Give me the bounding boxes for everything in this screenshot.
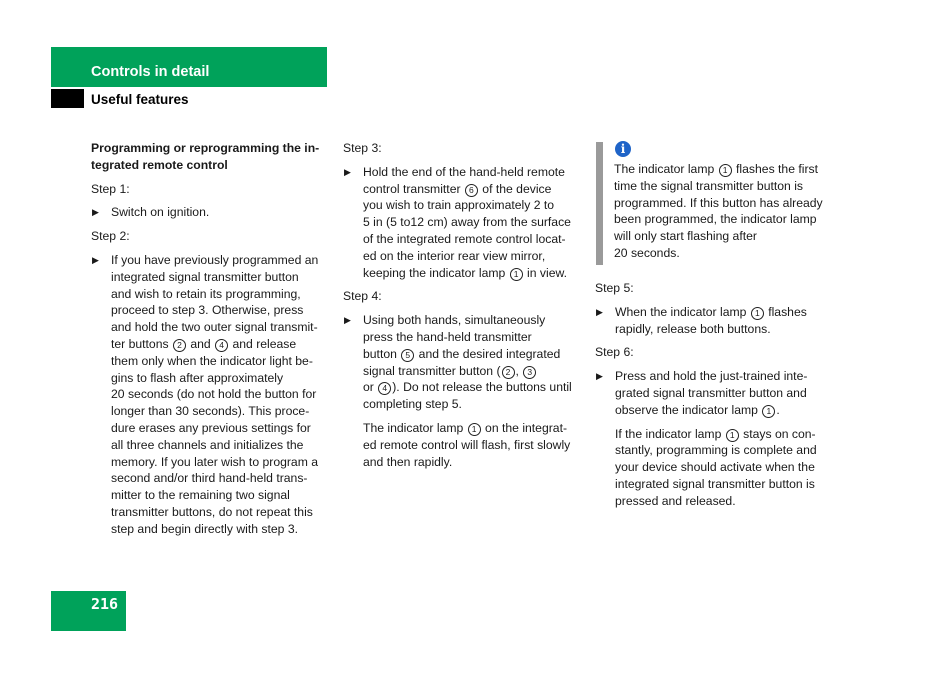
text-line: your device should activate when the (615, 460, 815, 475)
text-line: Press and hold the just-trained inte- (615, 369, 808, 384)
text-fragment: keeping the indicator lamp (363, 265, 509, 280)
text-line: rapidly, release both buttons. (615, 321, 771, 336)
text-line: ter buttons (111, 336, 172, 351)
step-label: Step 4: (343, 289, 382, 304)
text-fragment: . (776, 402, 780, 417)
callout-number: 5 (401, 349, 414, 362)
text-line: and wish to retain its programming, (111, 286, 301, 301)
text-line: ed remote control will flash, first slowly (363, 437, 571, 452)
callout-number: 2 (502, 366, 515, 379)
bullet-triangle-icon: ▶ (596, 371, 603, 382)
text-line: time the signal transmitter button is (614, 178, 803, 193)
info-icon: i (615, 141, 631, 157)
text-line: memory. If you later wish to program a (111, 454, 319, 469)
text-line: integrated signal transmitter button is (615, 476, 815, 491)
text-fragment: on the integrat- (481, 420, 568, 435)
text-line: longer than 30 seconds). This proce- (111, 404, 310, 419)
text-line: will only start flashing after (614, 229, 757, 244)
text-fragment: stays on con- (739, 426, 816, 441)
text-line: step and begin directly with step 3. (111, 521, 298, 536)
callout-number: 1 (510, 268, 523, 281)
bullet-item (343, 164, 588, 282)
text-fragment: button (363, 346, 401, 361)
text-line: and hold the two outer signal transmit- (111, 320, 318, 335)
subsection-marker (51, 89, 84, 108)
bullet-triangle-icon: ▶ (92, 254, 99, 265)
text-line: transmitter buttons, do not repeat this (111, 504, 313, 519)
text-fragment: control transmitter (363, 181, 464, 196)
info-note (614, 161, 834, 262)
text-line: second and/or third hand-held trans- (111, 471, 308, 486)
text-line: If you have previously programmed an (111, 252, 319, 267)
bullet-item (595, 368, 835, 418)
text-fragment: in view. (523, 265, 568, 280)
note-paragraph (343, 420, 588, 470)
callout-number: 4 (378, 382, 391, 395)
callout-number: 1 (762, 405, 775, 418)
bullet-triangle-icon: ▶ (344, 315, 351, 326)
callout-number: 1 (719, 164, 732, 177)
text-line: Hold the end of the hand-held remote (363, 164, 565, 179)
step-label: Step 6: (595, 345, 634, 360)
callout-number: 4 (215, 339, 228, 352)
text-line: mitter to the remaining two signal (111, 488, 290, 503)
text-line: been programmed, the indicator lamp (614, 212, 817, 227)
bullet-triangle-icon: ▶ (596, 306, 603, 317)
text-line: Using both hands, simultaneously (363, 313, 546, 328)
bullet-item (595, 304, 835, 338)
callout-number: 1 (751, 307, 764, 320)
page-number: 216 (91, 595, 119, 613)
text-fragment: flashes (764, 304, 807, 319)
step-label: Step 3: (343, 141, 382, 155)
text-line: them only when the indicator light be- (111, 353, 313, 368)
text-fragment: flashes the first (732, 162, 819, 176)
text-line: 20 seconds. (614, 245, 680, 260)
text-fragment: The indicator lamp (614, 162, 718, 176)
subsection-title: Useful features (91, 92, 189, 107)
heading-line: tegrated remote control (91, 157, 228, 172)
text-fragment: and (186, 336, 215, 351)
bullet-text: Switch on ignition. (111, 205, 210, 220)
info-sidebar-bar (596, 142, 603, 265)
text-line: programmed. If this button has already (614, 195, 823, 210)
text-line: stantly, programming is complete and (615, 443, 817, 458)
text-line: you wish to train approximately 2 to (363, 198, 555, 213)
bullet-triangle-icon: ▶ (92, 207, 99, 218)
callout-number: 6 (465, 184, 478, 197)
text-line: grated signal transmitter button and (615, 385, 807, 400)
text-line: ed on the interior rear view mirror, (363, 248, 546, 263)
text-fragment: When the indicator lamp (615, 304, 750, 319)
text-fragment: ). Do not release the buttons until (392, 380, 572, 395)
callout-number: 2 (173, 339, 186, 352)
bullet-triangle-icon: ▶ (344, 166, 351, 177)
step-label: Step 5: (595, 281, 634, 295)
step-label: Step 2: (91, 229, 130, 244)
step-label: Step 1: (91, 181, 130, 196)
column-3 (595, 280, 835, 517)
bullet-item (343, 312, 588, 413)
text-fragment: , (515, 363, 523, 378)
text-fragment: of the device (478, 181, 552, 196)
callout-number: 1 (468, 423, 481, 436)
heading-line: Programming or reprogramming the in- (91, 141, 320, 155)
text-fragment: and release (229, 336, 297, 351)
section-title: Controls in detail (91, 64, 210, 80)
text-fragment: observe the indicator lamp (615, 402, 762, 417)
text-fragment: and the desired integrated (415, 346, 561, 361)
text-line: proceed to step 3. Otherwise, press (111, 303, 304, 318)
text-fragment: If the indicator lamp (615, 426, 725, 441)
bullet-item (91, 204, 331, 221)
text-line: and then rapidly. (363, 454, 453, 469)
text-line: integrated signal transmitter button (111, 269, 299, 284)
text-line: 20 seconds (do not hold the button for (111, 387, 317, 402)
callout-number: 3 (523, 366, 536, 379)
column-2 (343, 140, 588, 477)
procedure-heading (91, 140, 331, 174)
text-line: pressed and released. (615, 493, 736, 508)
bullet-item (91, 252, 331, 538)
text-line: dure erases any previous settings for (111, 420, 311, 435)
text-line: completing step 5. (363, 397, 462, 412)
note-paragraph (595, 426, 835, 510)
text-line: all three channels and initializes the (111, 437, 304, 452)
text-line: press the hand-held transmitter (363, 329, 532, 344)
column-1 (91, 140, 331, 545)
text-line: of the integrated remote control locat- (363, 231, 566, 246)
text-line: gins to flash after approximately (111, 370, 284, 385)
text-fragment: or (363, 380, 378, 395)
text-line: 5 in (5 to12 cm) away from the surface (363, 215, 571, 230)
text-fragment: signal transmitter button ( (363, 363, 501, 378)
text-fragment: The indicator lamp (363, 420, 467, 435)
callout-number: 1 (726, 429, 739, 442)
